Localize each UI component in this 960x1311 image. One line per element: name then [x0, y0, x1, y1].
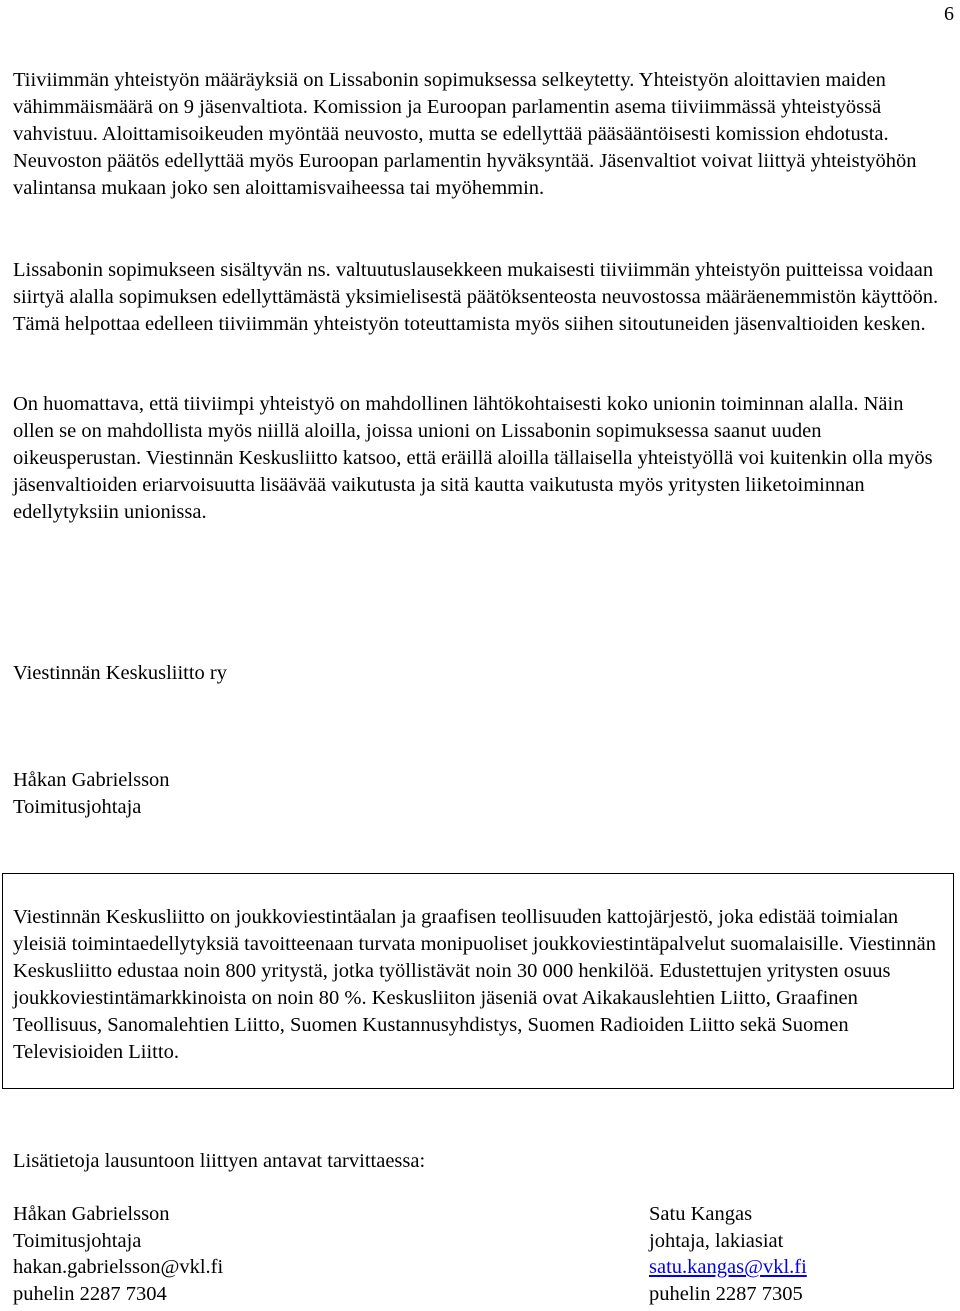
contact-left-title: Toimitusjohtaja	[13, 1229, 142, 1252]
signature-name: Håkan Gabrielsson	[13, 769, 170, 791]
organization-info-text: Viestinnän Keskusliitto on joukkoviestintäalan ja graafisen teollisuuden kattojärjestö, joka edistää toimialan yleisiä toimintaedellytyksiä tavoitteenaan turvata monipuoliset joukkoviestintäpalvelut suomalaisille. Viestinnän Keskusliitto edustaa noin 800 yritystä, jotka työllistävät noin 30 000 henkilöä. Edustettujen yritysten osuus joukkoviestintämarkkinoista on noin 80 %. Keskusliiton jäseniä ovat Aikakauslehtien Liitto, Graafinen Teollisuus, Sanomalehtien Liitto, Suomen Kustannusyhdistys, Suomen Radioiden Liitto sekä Suomen Televisioiden Liitto.	[13, 906, 936, 1063]
signature-title: Toimitusjohtaja	[13, 796, 142, 818]
body-paragraph-2: Lissabonin sopimukseen sisältyvän ns. valtuutuslausekkeen mukaisesti tiiviimmän yhteistyön puitteissa voidaan siirtyä alalla sopimuksen edellyttämästä yksimielisestä päätöksenteosta neuvostossa määräenemmistön käyttöön. Tämä helpottaa edelleen tiiviimmän yhteistyön toteuttamista myös siihen sitoutuneiden jäsenvaltioiden kesken.	[13, 259, 939, 335]
body-paragraph-1: Tiiviimmän yhteistyön määräyksiä on Lissabonin sopimuksessa selkeytetty. Yhteistyön aloittavien maiden vähimmäismäärä on 9 jäsenvaltiota. Komission ja Euroopan parlamentin asema tiiviimmässä yhteistyössä vahvistuu. Aloittamisoikeuden myöntää neuvosto, mutta se edellyttää pääsääntöisesti komission ehdotusta. Neuvoston päätös edellyttää myös Euroopan parlamentin hyväksyntää. Jäsenvaltiot voivat liittyä yhteistyöhön valintansa mukaan joko sen aloittamisvaiheessa tai myöhemmin.	[13, 69, 917, 199]
contacts-intro: Lisätietoja lausuntoon liittyen antavat tarvittaessa:	[13, 1150, 426, 1172]
body-paragraph-3: On huomattava, että tiiviimpi yhteistyö on mahdollinen lähtökohtaisesti koko unionin toiminnan alalla. Näin ollen se on mahdollista myös niillä aloilla, joissa unioni on Lissabonin sopimuksessa saanut uuden oikeusperustan. Viestinnän Keskusliitto katsoo, että eräillä aloilla tällaisella yhteistyöllä voi kuitenkin olla myös jäsenvaltioiden eriarvoisuutta lisäävää vaikutusta ja sitä kautta vaikutusta myös yritysten liiketoiminnan edellytyksiin unionissa.	[13, 393, 933, 523]
contact-right-name: Satu Kangas	[649, 1203, 753, 1225]
page-number: 6	[944, 3, 954, 25]
contact-left-name: Håkan Gabrielsson	[13, 1203, 170, 1225]
organization-info-box	[2, 873, 954, 1089]
contact-right-email-link[interactable]: satu.kangas@vkl.fi	[649, 1256, 807, 1278]
contact-left	[13, 1201, 223, 1307]
contact-right-title: johtaja, lakiasiat	[649, 1229, 784, 1252]
contact-left-email: hakan.gabrielsson@vkl.fi	[13, 1256, 224, 1278]
contact-right-phone: puhelin 2287 7305	[649, 1282, 803, 1305]
contact-left-phone: puhelin 2287 7304	[13, 1282, 167, 1305]
signature-organization: Viestinnän Keskusliitto ry	[13, 662, 227, 684]
contact-right	[649, 1201, 807, 1307]
